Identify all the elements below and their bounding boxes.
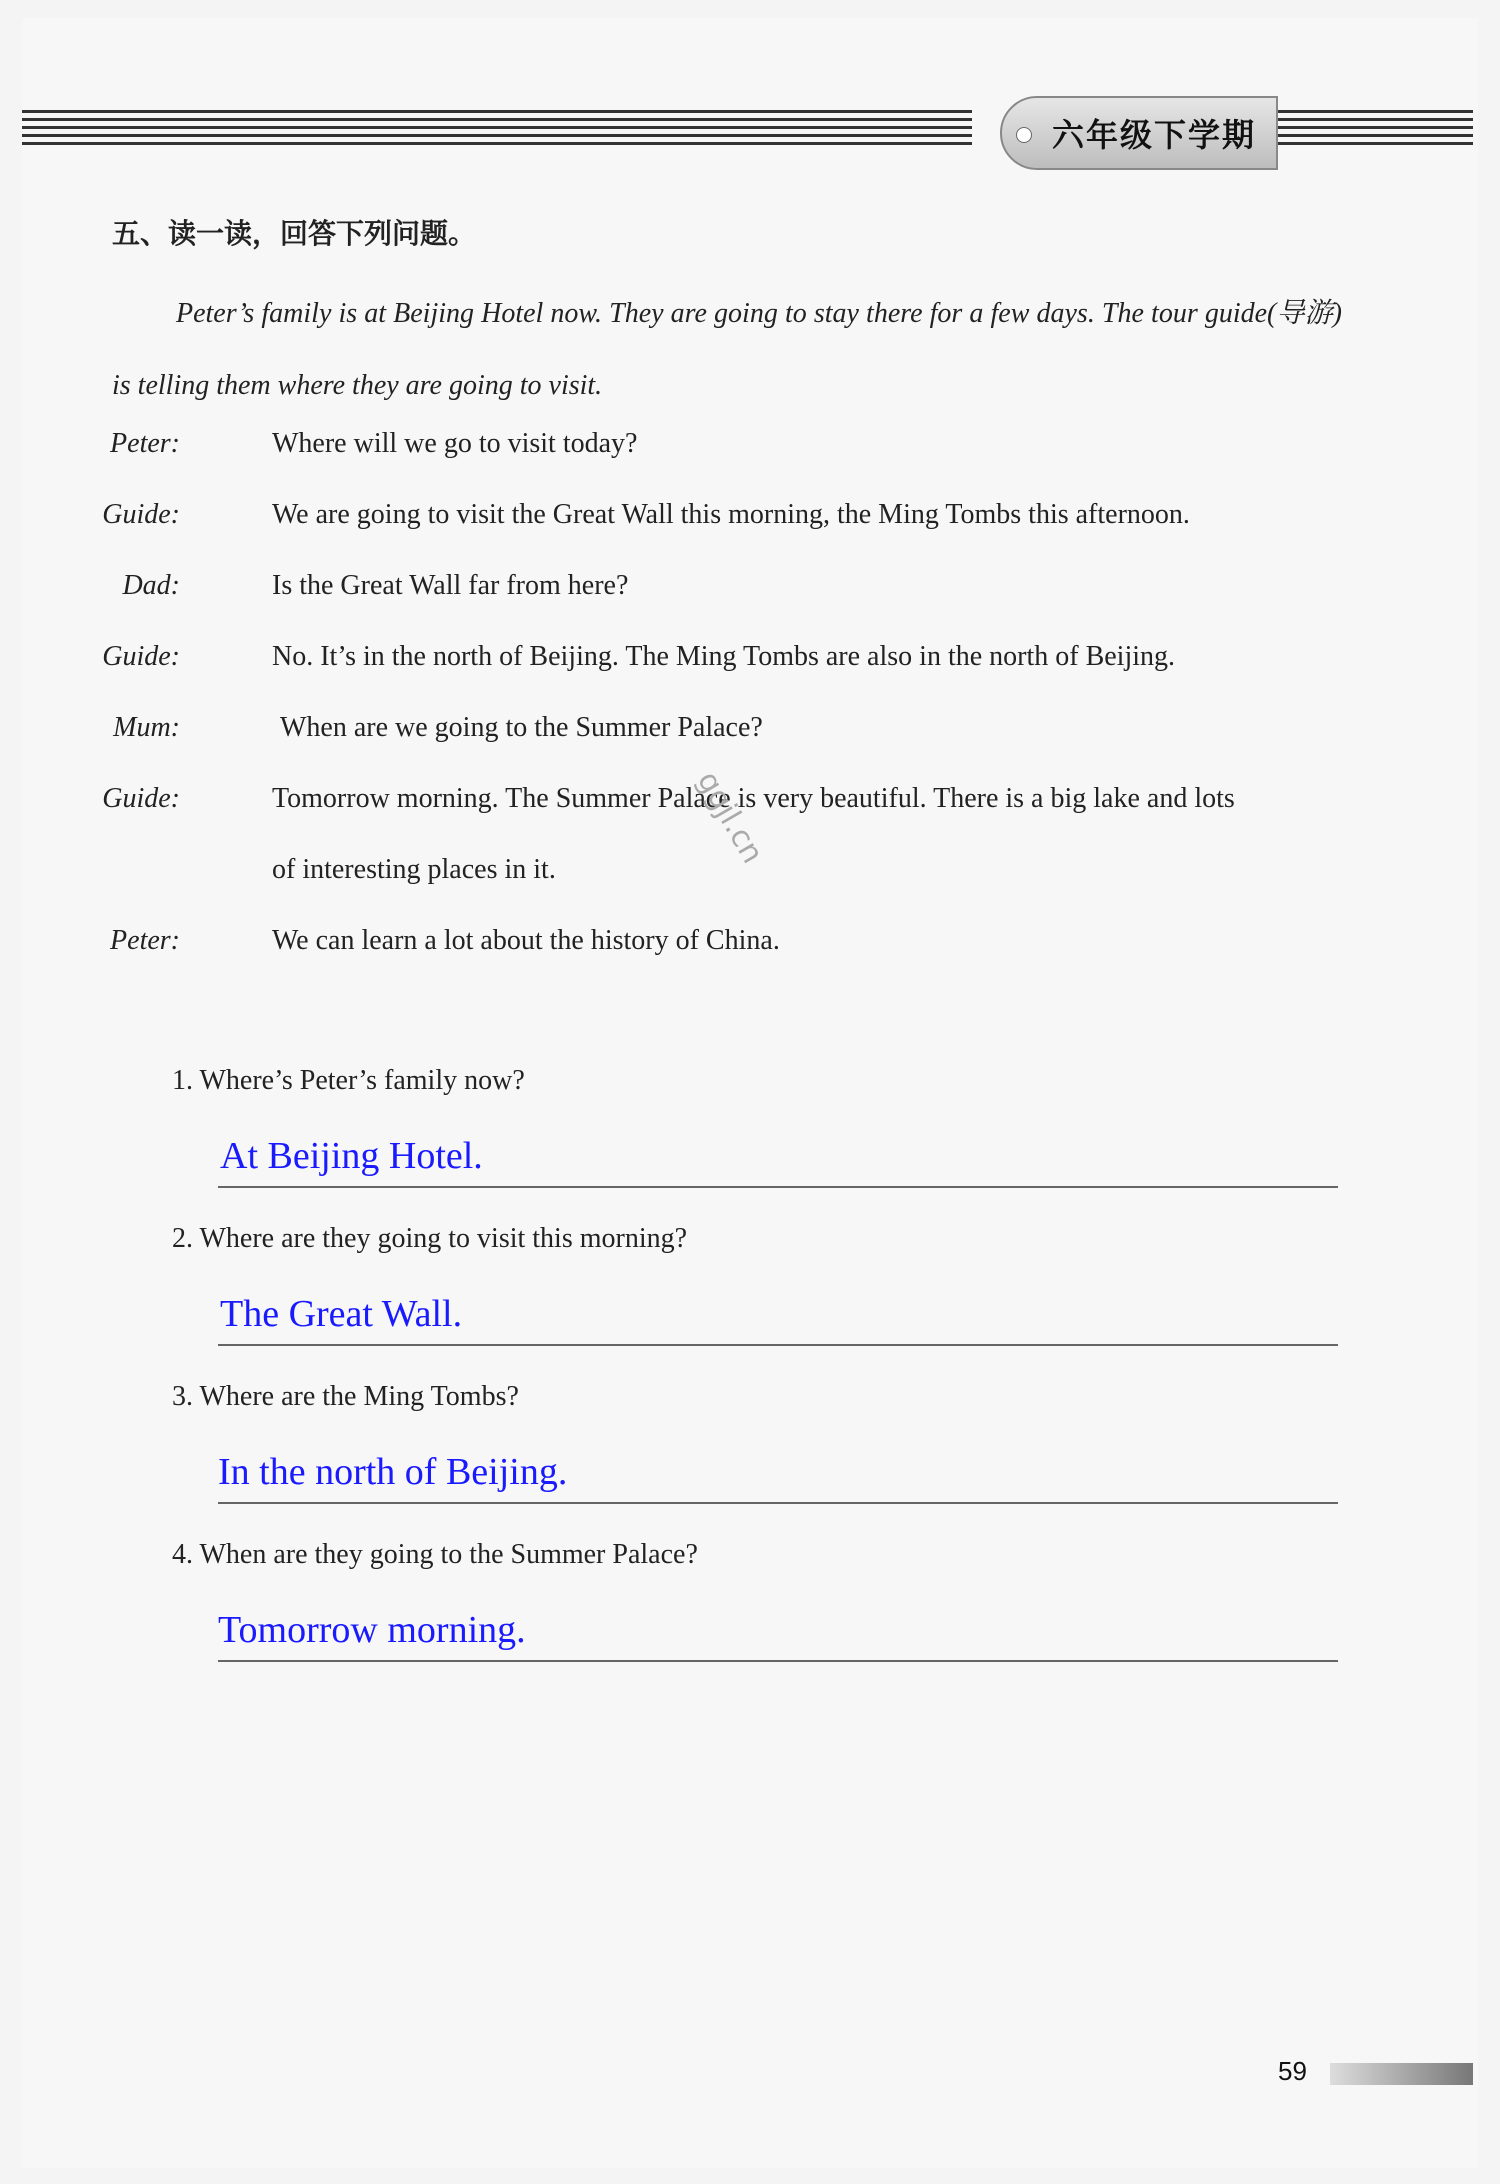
answer[interactable]: Tomorrow morning. <box>218 1609 526 1651</box>
answer-line <box>218 1186 1338 1188</box>
utterance: No. It’s in the north of Beijing. The Ming Tombs are also in the north of Beijing. <box>272 641 1176 672</box>
header-rules-right <box>1278 110 1473 158</box>
grade-tab <box>1000 96 1278 170</box>
bullet-icon <box>1016 127 1032 143</box>
speaker: Guide: <box>102 783 180 814</box>
answer[interactable]: In the north of Beijing. <box>218 1451 568 1493</box>
utterance: Tomorrow morning. The Summer Palace is very beautiful. There is a big lake and lots <box>272 783 1235 814</box>
grade-tab-label: 六年级下学期 <box>1052 116 1257 154</box>
answer[interactable]: The Great Wall. <box>220 1293 463 1335</box>
question: 4. When are they going to the Summer Palace? <box>172 1539 698 1570</box>
question: 3. Where are the Ming Tombs? <box>172 1381 519 1412</box>
speaker: Guide: <box>102 499 180 530</box>
speaker: Peter: <box>110 428 180 459</box>
utterance: We are going to visit the Great Wall this morning, the Ming Tombs this afternoon. <box>272 499 1190 530</box>
question: 2. Where are they going to visit this morning? <box>172 1223 688 1254</box>
section-title: 五、读一读，回答下列问题。 <box>112 217 477 250</box>
intro-paragraph: Peter’s family is at Beijing Hotel now. They are going to stay there for a few days. The tour guide(导游) is telling them where they are going to visit. <box>112 298 1342 401</box>
utterance: Where will we go to visit today? <box>272 428 638 459</box>
answer-line <box>218 1502 1338 1504</box>
utterance: Is the Great Wall far from here? <box>272 570 629 601</box>
header-rules-left <box>22 110 972 158</box>
speaker: Peter: <box>110 925 180 956</box>
question: 1. Where’s Peter’s family now? <box>172 1065 525 1096</box>
speaker: Dad: <box>122 570 180 601</box>
speaker: Guide: <box>102 641 180 672</box>
speaker: Mum: <box>113 712 180 743</box>
utterance: When are we going to the Summer Palace? <box>280 712 763 743</box>
page-number: 59 <box>1278 2056 1307 2086</box>
watermark: ggjl.cn <box>689 765 771 870</box>
answer-line <box>218 1344 1338 1346</box>
dialogue-continuation: of interesting places in it. <box>272 854 556 885</box>
footer-bar <box>1330 2063 1473 2085</box>
answer-line <box>218 1660 1338 1662</box>
utterance: We can learn a lot about the history of China. <box>272 925 780 956</box>
answer[interactable]: At Beijing Hotel. <box>220 1135 483 1177</box>
